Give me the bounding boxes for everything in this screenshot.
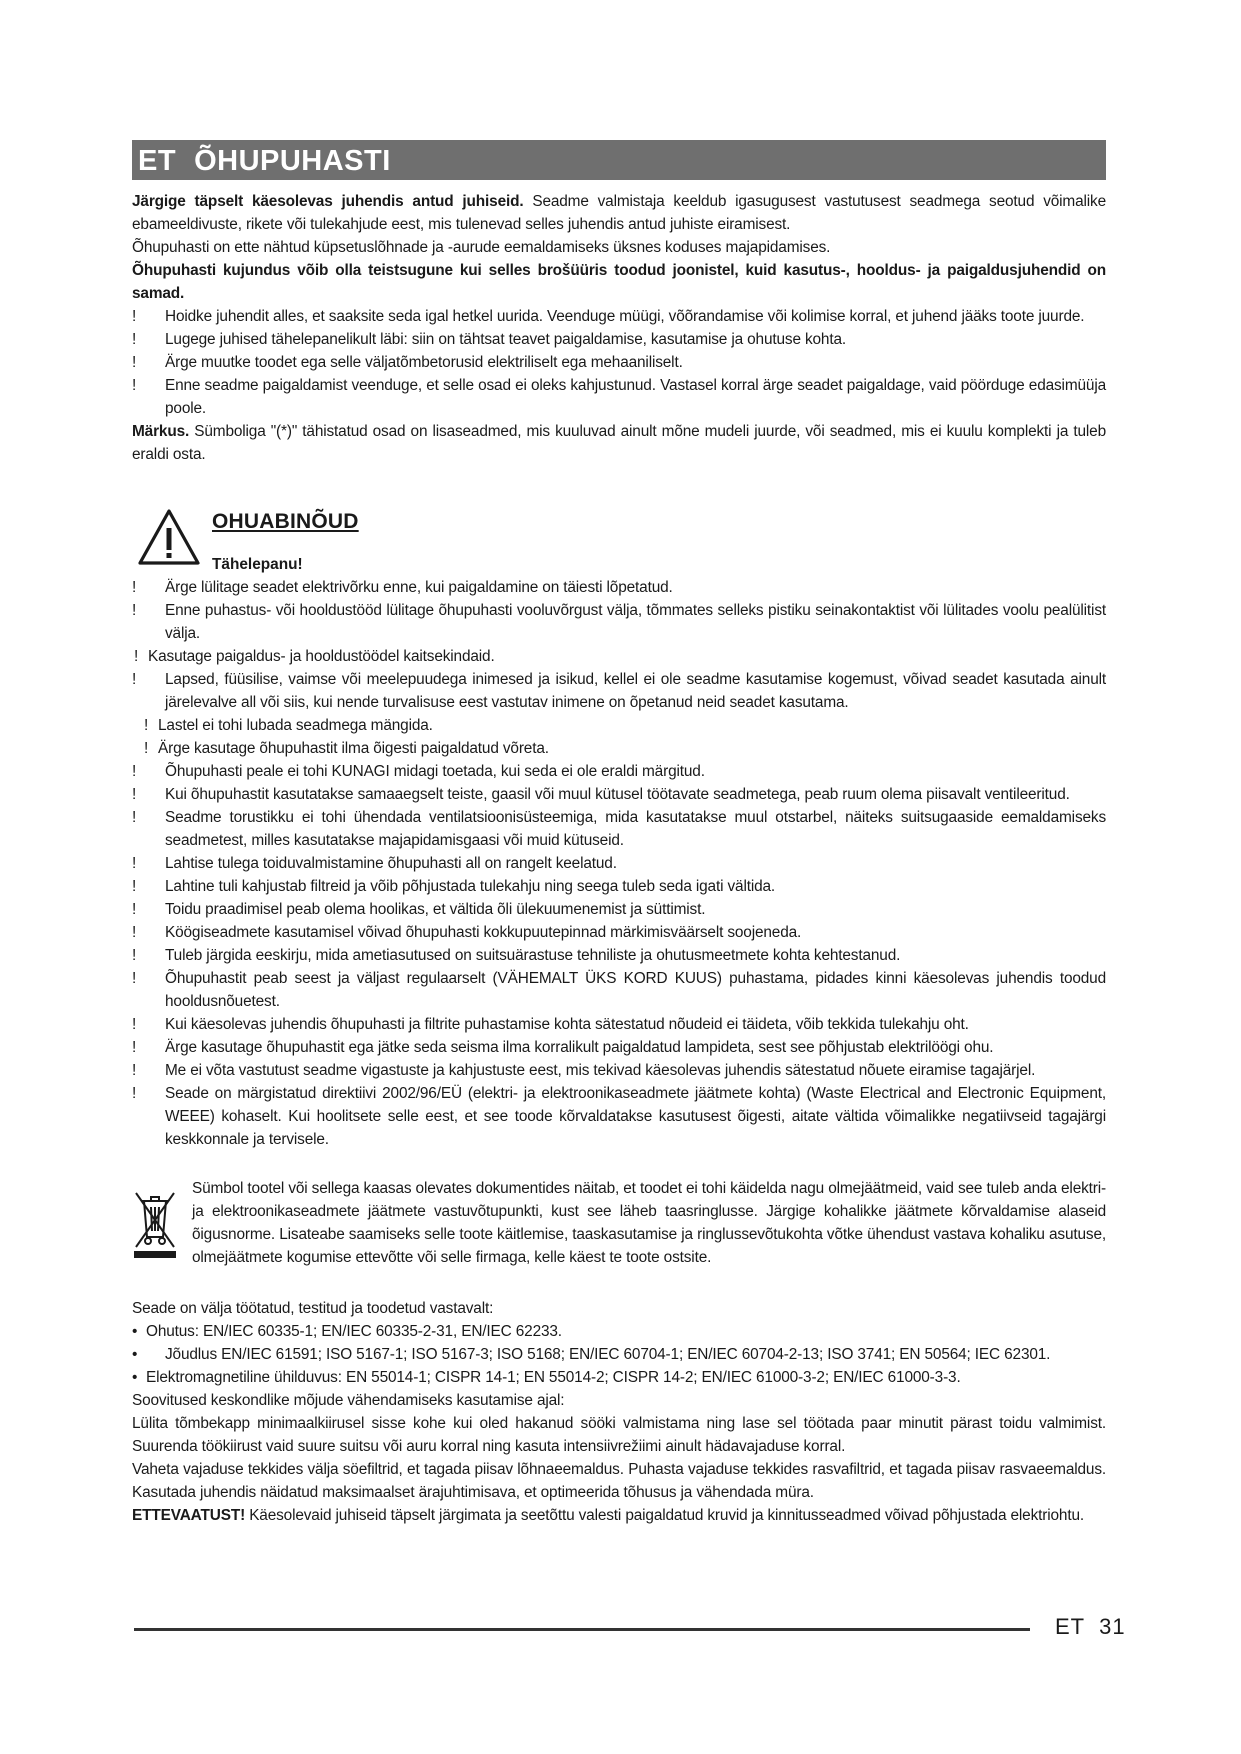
intro-section [132,190,1106,466]
hazard-item [132,1059,1106,1082]
standards-text: Elektromagnetiline ühilduvus: EN 55014-1; CISPR 14-1; EN 55014-2; CISPR 14-2; EN/IEC 61000-3-2; EN/IEC 61000-3-3. [146,1369,961,1386]
standards-text: Ohutus: EN/IEC 60335-1; EN/IEC 60335-2-31, EN/IEC 62233. [146,1323,562,1340]
bullet-dot: • [132,1369,138,1386]
hazard-header [132,504,1106,580]
hazard-item [132,1013,1106,1036]
standards-item [132,1366,1106,1389]
hazard-item [132,852,1106,875]
intro-rest: Seadme valmistaja keeldub igasugusest vastutusest seadmega seotud võimalike ebameeldivuste, rikete või tulekahjude eest, mis tulenevad selles juhendis antud juhiste eiramisest. [132,193,1107,233]
hazard-text: Kui õhupuhastit kasutatakse samaaegselt teiste, gaasil või muul kütusel töötavate seadmetega, peab ruum olema piisavalt ventileeritud. [165,786,1070,803]
language-code: ET [138,145,177,177]
intro-bullet [132,328,1106,351]
bullet-text: Enne seadme paigaldamist veenduge, et selle osad ei oleks kahjustunud. Vastasel korral ärge seadet paigaldage, vaid pöörduge edasimüüja poole. [165,377,1106,417]
note-text: Sümboliga "(*)" tähistatud osad on lisaseadmed, mis kuuluvad ainult mõne mudeli juurde, või seadmed, mis ei kuulu komplekti ja tuleb eraldi osta. [132,423,1106,463]
intro-paragraph-3: Õhupuhasti kujundus võib olla teistsugune kui selles brošüüris toodud joonistel, kuid kasutus-, hooldus- ja paigaldusjuhendid on samad. [132,262,1106,302]
hazard-text: Seadme torustikku ei tohi ühendada ventilatsioonisüsteemiga, mida kasutatakse muul otstarbel, näiteks suitsugaaside eemaldamiseks seadmetest, milles kasutatakse majapidamisgaasi või muid kütuseid. [165,809,1106,849]
exclamation-mark: ! [132,1016,137,1033]
note-paragraph [132,420,1106,466]
hazard-item [144,737,1106,760]
standards-intro: Seade on välja töötatud, testitud ja toodetud vastavalt: [132,1300,494,1317]
hazard-text: Me ei võta vastutust seadme vigastuste ja kahjustuste eest, mis tekivad käesolevas juhendis sätestatud nõuete eiramise tagajärjel. [165,1062,1036,1079]
caution-label: ETTEVAATUST! [132,1507,246,1524]
hazard-title: OHUABINÕUD [212,510,359,533]
exclamation-mark: ! [132,970,137,987]
exclamation-mark: ! [132,809,137,826]
hazard-text: Kasutage paigaldus- ja hooldustöödel kaitsekindaid. [148,648,495,665]
hazard-text: Lahtine tuli kahjustab filtreid ja võib põhjustada tulekahju ning seega tuleb seda igati vältida. [165,878,776,895]
recommendations-paragraph-2: Vaheta vajaduse tekkides välja söefiltrid, et tagada piisav lõhnaeemaldus. Puhasta vajaduse tekkides rasvafiltrid, et tagada piisav rasvaeemaldus. Kasutada juhendis näidatud maksimaalset ärajuhtimisava, et optimeerida tõhusus ja vähendada müra. [132,1461,1106,1501]
standards-item [132,1343,1106,1366]
hazard-item [132,599,1106,645]
hazard-text: Lastel ei tohi lubada seadmega mängida. [158,717,433,734]
hazard-text: Õhupuhasti peale ei tohi KUNAGI midagi toetada, kui seda ei ole eraldi märgitud. [165,763,705,780]
hazard-text: Enne puhastus- või hooldustööd lülitage õhupuhasti vooluvõrgust välja, tõmmates selleks pistiku seinakontaktist või lülitades voolu pealülitist välja. [165,602,1106,642]
hazard-subtitle: Tähelepanu! [212,556,303,573]
warning-triangle-icon [137,508,201,566]
hazard-text: Ärge lülitage seadet elektrivõrku enne, kui paigaldamine on täiesti lõpetatud. [165,579,673,596]
hazard-item [132,806,1106,852]
intro-bullet [132,351,1106,374]
exclamation-mark: ! [132,308,137,325]
hazard-text: Toidu praadimisel peab olema hoolikas, et vältida õli ülekuumenemist ja süttimist. [165,901,706,918]
exclamation-mark: ! [132,1039,137,1056]
intro-bullet [132,374,1106,420]
standards-text: Jõudlus EN/IEC 61591; ISO 5167-1; ISO 5167-3; ISO 5168; EN/IEC 60704-1; EN/IEC 60704-2-13; ISO 3741; EN 50564; IEC 62301. [165,1346,1051,1363]
hazard-text: Ärge kasutage õhupuhastit ilma õigesti paigaldatud võreta. [158,740,549,757]
intro-paragraph-2: Õhupuhasti on ette nähtud küpsetuslõhnade ja -aurude eemaldamiseks üksnes koduses majapidamises. [132,239,831,256]
page-content [132,140,1106,1527]
page-footer [1055,1614,1126,1640]
bullet-text: Ärge muutke toodet ega selle väljatõmbetorusid elektriliselt ega mehaaniliselt. [165,354,683,371]
exclamation-mark: ! [132,331,137,348]
standards-section [132,1297,1106,1527]
hazard-item [132,783,1106,806]
caution-paragraph [132,1504,1106,1527]
footer-language: ET [1055,1614,1086,1639]
intro-paragraph-1 [132,190,1106,236]
hazard-text: Kui käesolevas juhendis õhupuhasti ja filtrite puhastamise kohta sätestatud nõudeid ei täideta, võib tekkida tulekahju oht. [165,1016,969,1033]
standards-item [132,1320,1106,1343]
hazard-item [132,944,1106,967]
hazard-item [134,645,1106,668]
caution-text: Käesolevaid juhiseid täpselt järgimata ja seetõttu valesti paigaldatud kruvid ja kinnitusseadmed võivad põhjustada elektriohtu. [245,1507,1084,1524]
exclamation-mark: ! [132,671,137,688]
section-title-bar [132,140,1106,180]
weee-text: Sümbol tootel või sellega kaasas olevates dokumentides näitab, et toodet ei tohi käidelda nagu olmejäätmeid, vaid see tuleb anda elektri- ja elektroonikaseadmete jäätmete vastuvõtupunkti, kust see läheb taasringlusse. Järgige kohalikke jäätmete kõrvaldamise alaseid õigusnorme. Lisateabe saamiseks selle toote käitlemise, taaskasutamise ja ringlussevõtukohta võtke ühendust vastava kohaliku asutuse, olmejäätmete kogumise ettevõtte või selle firmaga, kelle käest te toote ostsite. [192,1180,1106,1266]
exclamation-mark: ! [132,1085,137,1102]
footer-divider [134,1628,1030,1631]
bullet-text: Hoidke juhendit alles, et saaksite seda igal hetkel uurida. Veenduge müügi, võõrandamise või kolimise korral, et juhend jääks toote juurde. [165,308,1085,325]
exclamation-mark: ! [132,354,137,371]
exclamation-mark: ! [134,648,139,665]
exclamation-mark: ! [132,924,137,941]
bullet-text: Lugege juhised tähelepanelikult läbi: siin on tähtsat teavet paigaldamise, kasutamise ja ohutuse kohta. [165,331,847,348]
exclamation-mark: ! [132,878,137,895]
crossed-out-bin-icon [132,1185,178,1261]
hazard-item [132,875,1106,898]
hazard-text: Lahtise tulega toiduvalmistamine õhupuhasti all on rangelt keelatud. [165,855,617,872]
hazard-item [132,921,1106,944]
intro-bullet [132,305,1106,328]
bullet-dot: • [132,1323,138,1340]
hazard-text: Lapsed, füüsilise, vaimse või meelepuudega inimesed ja isikud, kellel ei ole seadme kasutamise kogemust, võivad seadet kasutada ainult järelevalve all või siis, kui nende turvalisuse eest vastutav inimene on õpetanud neid seadet kasutama. [165,671,1106,711]
hazard-item [132,1036,1106,1059]
page-number: 31 [1099,1614,1126,1639]
exclamation-mark: ! [132,855,137,872]
recommendations-title: Soovitused keskondlike mõjude vähendamiseks kasutamise ajal: [132,1392,565,1409]
exclamation-mark: ! [132,602,137,619]
hazard-item [132,760,1106,783]
exclamation-mark: ! [132,786,137,803]
hazard-item [132,967,1106,1013]
page-title: ÕHUPUHASTI [194,145,391,177]
hazard-item [132,898,1106,921]
hazard-item [132,576,1106,599]
hazard-text: Seade on märgistatud direktiivi 2002/96/EÜ (elektri- ja elektroonikaseadmete jäätmete kohta) (Waste Electrical and Electronic Equipment, WEEE) kohaselt. Kui hoolitsete selle eest, et see toode kõrvaldatakse kasutusest õigesti, aitate vältida võimalikke negatiivseid tagajärgi keskkonnale ja tervisele. [165,1085,1106,1148]
weee-section [132,1177,1106,1269]
recommendations-paragraph-1: Lülita tõmbekapp minimaalkiirusel sisse kohe kui oled hakanud sööki valmistama ning lase sel töötada paar minutit pärast toidu valmimist. Suurenda töökiirust vaid suure suitsu või auru korral ning kasuta intensiivrežiimi ainult hädavajaduse korral. [132,1415,1106,1455]
hazard-list [132,576,1106,1151]
exclamation-mark: ! [132,579,137,596]
hazard-text: Ärge kasutage õhupuhastit ega jätke seda seisma ilma korralikult paigaldatud lampideta, sest see põhjustab elektrilöögi ohu. [165,1039,994,1056]
exclamation-mark: ! [132,763,137,780]
hazard-item [132,1082,1106,1151]
exclamation-mark: ! [132,1062,137,1079]
note-label: Märkus. [132,423,190,440]
hazard-text: Tuleb järgida eeskirju, mida ametiasutused on suitsuärastuse tehniliste ja ohutusmeetmete kohta kehtestanud. [165,947,901,964]
hazard-text: Köögiseadmete kasutamisel võivad õhupuhasti kokkupuutepinnad märkimisväärselt soojeneda. [165,924,802,941]
hazard-item [132,668,1106,714]
intro-bold-lead: Järgige täpselt käesolevas juhendis antud juhiseid. [132,193,524,210]
bullet-dot: • [132,1346,138,1363]
exclamation-mark: ! [132,377,137,394]
exclamation-mark: ! [144,717,149,734]
exclamation-mark: ! [132,947,137,964]
exclamation-mark: ! [132,901,137,918]
hazard-text: Õhupuhastit peab seest ja väljast regulaarselt (VÄHEMALT ÜKS KORD KUUS) puhastama, pidades kinni käesolevas juhendis toodud hooldusnõuetest. [165,970,1106,1010]
hazard-item [144,714,1106,737]
exclamation-mark: ! [144,740,149,757]
